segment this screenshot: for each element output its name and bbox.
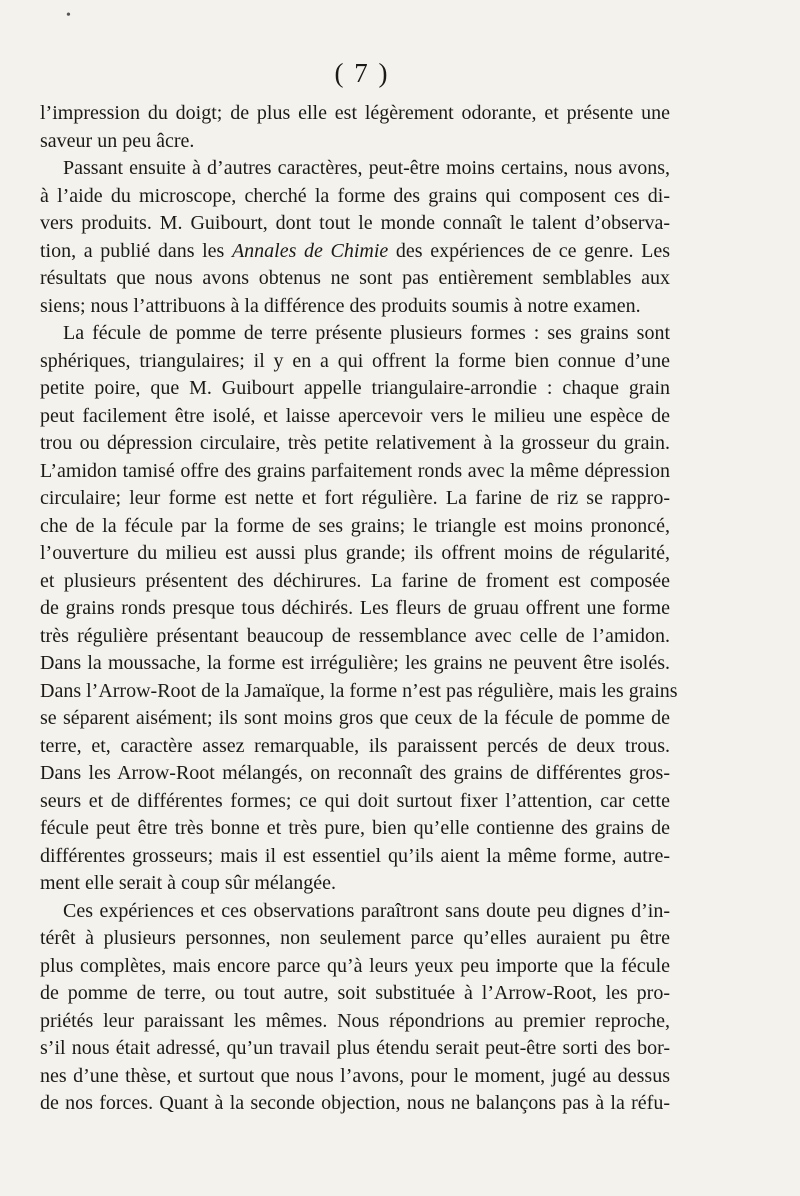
- text-line: saveur un peu âcre.: [40, 129, 195, 152]
- text-line: Dans la moussache, la forme est irrégulière; les grains ne peuvent être isolés.: [40, 652, 670, 674]
- text-line: nes d’une thèse, et surtout que nous l’avons, pour le moment, jugé au dessus: [40, 1064, 670, 1087]
- text-line: seurs et de différentes formes; ce qui doit surtout fixer l’attention, car cette: [40, 789, 670, 812]
- text-line: Dans les Arrow-Root mélangés, on reconnaît des grains de différentes gros-: [40, 762, 670, 784]
- text-line: de pomme de terre, ou tout autre, soit substituée à l’Arrow-Root, les pro-: [40, 982, 670, 1004]
- text-line: che de la fécule par la forme de ses grains; le triangle est moins prononcé,: [40, 514, 670, 537]
- text-line: l’impression du doigt; de plus elle est légèrement odorante, et présente une: [40, 102, 670, 124]
- text-line: terre, et, caractère assez remarquable, ils paraissent percés de deux trous.: [40, 734, 670, 757]
- text-line: très régulière présentant beaucoup de ressemblance avec celle de l’amidon.: [40, 624, 670, 647]
- text-line: Passant ensuite à d’autres caractères, peut-être moins certains, nous avons,: [63, 157, 670, 179]
- text-line: siens; nous l’attribuons à la différence des produits soumis à notre examen.: [40, 294, 641, 317]
- text-line: peut facilement être isolé, et laisse apercevoir vers le milieu une espèce de: [40, 404, 670, 427]
- body-text: [40, 100, 678, 1118]
- text-line: s’il nous était adressé, qu’un travail plus étendu serait peut-être sorti des bor-: [40, 1037, 670, 1059]
- text-line: trou ou dépression circulaire, très petite relativement à la grosseur du grain.: [40, 432, 670, 454]
- text-line: térêt à plusieurs personnes, non seulement parce qu’elles auraient pu être: [40, 927, 670, 949]
- text-segment: des expériences de ce genre. Les: [388, 239, 670, 262]
- text-line: priétés leur paraissant les mêmes. Nous répondrions au premier reproche,: [40, 1009, 670, 1032]
- text-line: fécule peut être très bonne et très pure, bien qu’elle contienne des grains de: [40, 817, 670, 839]
- text-line: résultats que nous avons obtenus ne sont pas entièrement semblables aux: [40, 267, 670, 289]
- journal-title: Annales de Chimie: [231, 239, 389, 262]
- text-line: L’amidon tamisé offre des grains parfaitement ronds avec la même dépression: [40, 459, 670, 482]
- text-line: vers produits. M. Guibourt, dont tout le monde connaît le talent d’observa-: [40, 212, 670, 234]
- text-line: sphériques, triangulaires; il y en a qui offrent la forme bien connue d’une: [40, 349, 670, 372]
- text-line: Ces expériences et ces observations paraîtront sans doute peu dignes d’in-: [63, 899, 670, 922]
- text-line: ment elle serait à coup sûr mélangée.: [40, 872, 336, 894]
- text-line: de grains ronds presque tous déchirés. Les fleurs de gruau offrent une forme: [40, 597, 670, 619]
- text-line: Dans l’Arrow-Root de la Jamaïque, la forme n’est pas régulière, mais les grains: [40, 679, 678, 702]
- text-line: à l’aide du microscope, cherché la forme des grains qui composent ces di-: [40, 184, 670, 207]
- text-line: La fécule de pomme de terre présente plusieurs formes : ses grains sont: [63, 322, 670, 344]
- text-line: [40, 238, 670, 266]
- page-number: ( 7 ): [334, 58, 390, 88]
- margin-mark: •: [66, 8, 71, 23]
- text-line: et plusieurs présentent des déchirures. La farine de froment est composée: [40, 569, 670, 592]
- text-line: se séparent aisément; ils sont moins gros que ceux de la fécule de pomme de: [40, 707, 670, 729]
- text-line: petite poire, que M. Guibourt appelle triangulaire-arrondie : chaque grain: [40, 377, 670, 399]
- text-line: plus complètes, mais encore parce qu’à leurs yeux peu importe que la fécule: [40, 954, 670, 977]
- text-segment: tion, a publié dans les: [40, 239, 232, 262]
- text-line: de nos forces. Quant à la seconde objection, nous ne balançons pas à la réfu-: [40, 1092, 670, 1114]
- text-line: l’ouverture du milieu est aussi plus grande; ils offrent moins de régularité,: [40, 542, 670, 564]
- text-line: circulaire; leur forme est nette et fort régulière. La farine de riz se rappro-: [40, 487, 670, 509]
- text-line: différentes grosseurs; mais il est essentiel qu’ils aient la même forme, autre-: [40, 844, 670, 867]
